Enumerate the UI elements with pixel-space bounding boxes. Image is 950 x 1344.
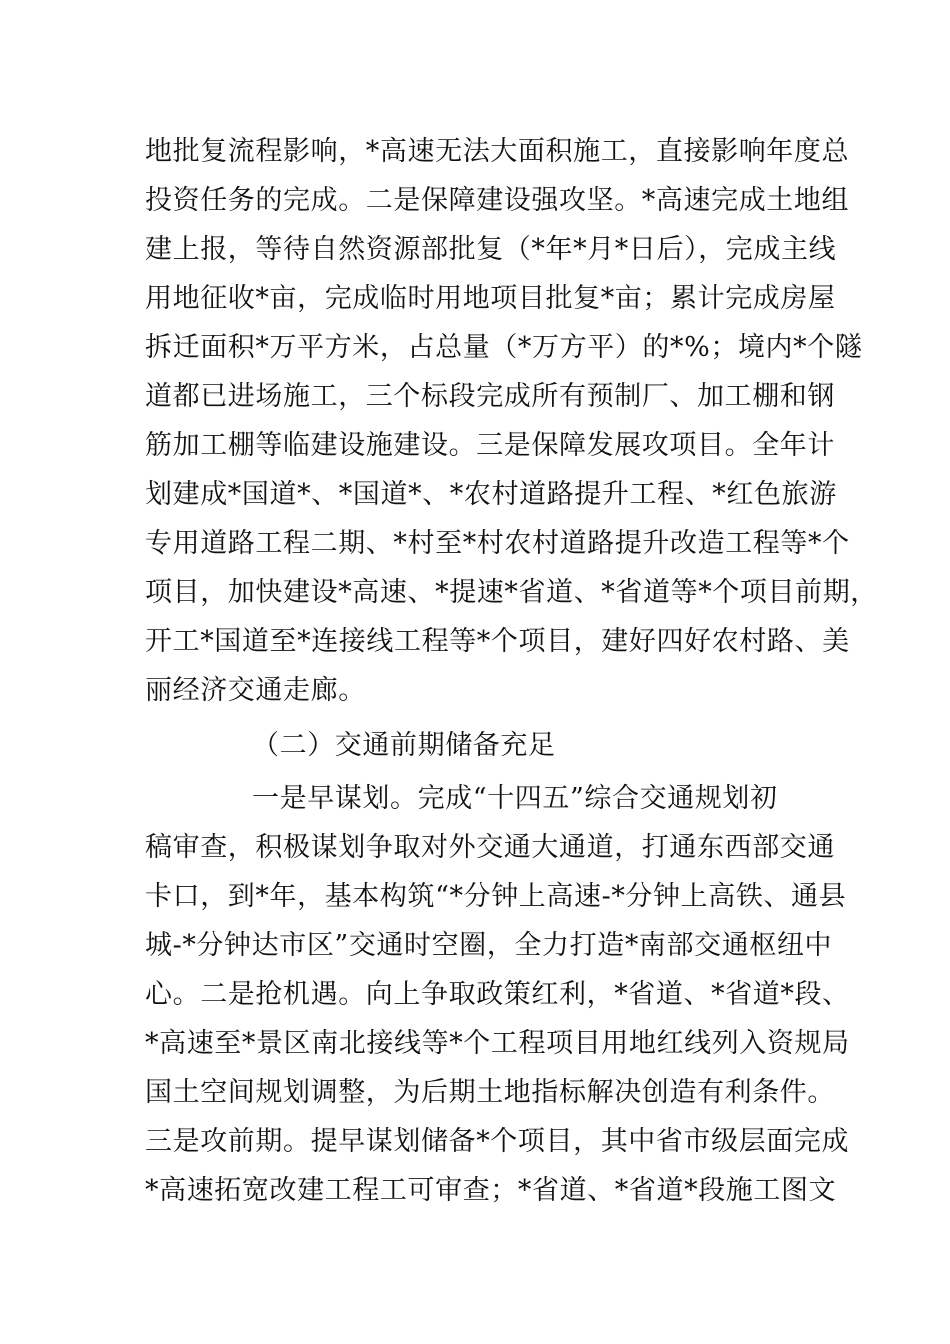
text-line: 划建成*国道*、*国道*、*农村道路提升工程、*红色旅游	[145, 479, 837, 510]
text-line: *高速拓宽改建工程工可审查；*省道、*省道*段施工图文	[145, 1175, 837, 1206]
text-line: 一是早谋划。完成“十四五”综合交通规划初	[252, 783, 778, 814]
text-line: 道都已进场施工，三个标段完成所有预制厂、加工棚和钢	[145, 381, 835, 412]
text-line: 投资任务的完成。二是保障建设强攻坚。*高速完成土地组	[145, 185, 850, 216]
text-line: 拆迁面积*万平方米，占总量（*万方平）的*%；境内*个隧	[145, 332, 863, 363]
text-line: 国土空间规划调整，为后期土地指标解决创造有利条件。	[145, 1077, 835, 1108]
text-line: 卡口，到*年，基本构筑“*分钟上高速-*分钟上高铁、通县	[145, 881, 847, 912]
text-line: 项目，加快建设*高速、*提速*省道、*省道等*个项目前期，	[145, 577, 878, 608]
text-line: 地批复流程影响，*高速无法大面积施工，直接影响年度总	[145, 136, 850, 167]
text-line: 城-*分钟达市区”交通时空圈，全力打造*南部交通枢纽中	[145, 930, 833, 961]
text-line: 丽经济交通走廊。	[145, 675, 366, 706]
text-line: 开工*国道至*连接线工程等*个项目，建好四好农村路、美	[145, 626, 850, 657]
text-line: 建上报，等待自然资源部批复（*年*月*日后），完成主线	[145, 234, 837, 265]
text-line: 稿审查，积极谋划争取对外交通大通道，打通东西部交通	[145, 832, 835, 863]
text-line: 三是攻前期。提早谋划储备*个项目，其中省市级层面完成	[145, 1126, 850, 1157]
text-line: 专用道路工程二期、*村至*村农村道路提升改造工程等*个	[145, 528, 850, 559]
text-line: 心。二是抢机遇。向上争取政策红利，*省道、*省道*段、	[145, 979, 850, 1010]
section-heading: （二）交通前期储备充足	[252, 730, 556, 761]
text-line: *高速至*景区南北接线等*个工程项目用地红线列入资规局	[145, 1028, 850, 1059]
text-line: 用地征收*亩，完成临时用地项目批复*亩；累计完成房屋	[145, 283, 836, 314]
text-line: 筋加工棚等临建设施建设。三是保障发展攻项目。全年计	[145, 430, 835, 461]
